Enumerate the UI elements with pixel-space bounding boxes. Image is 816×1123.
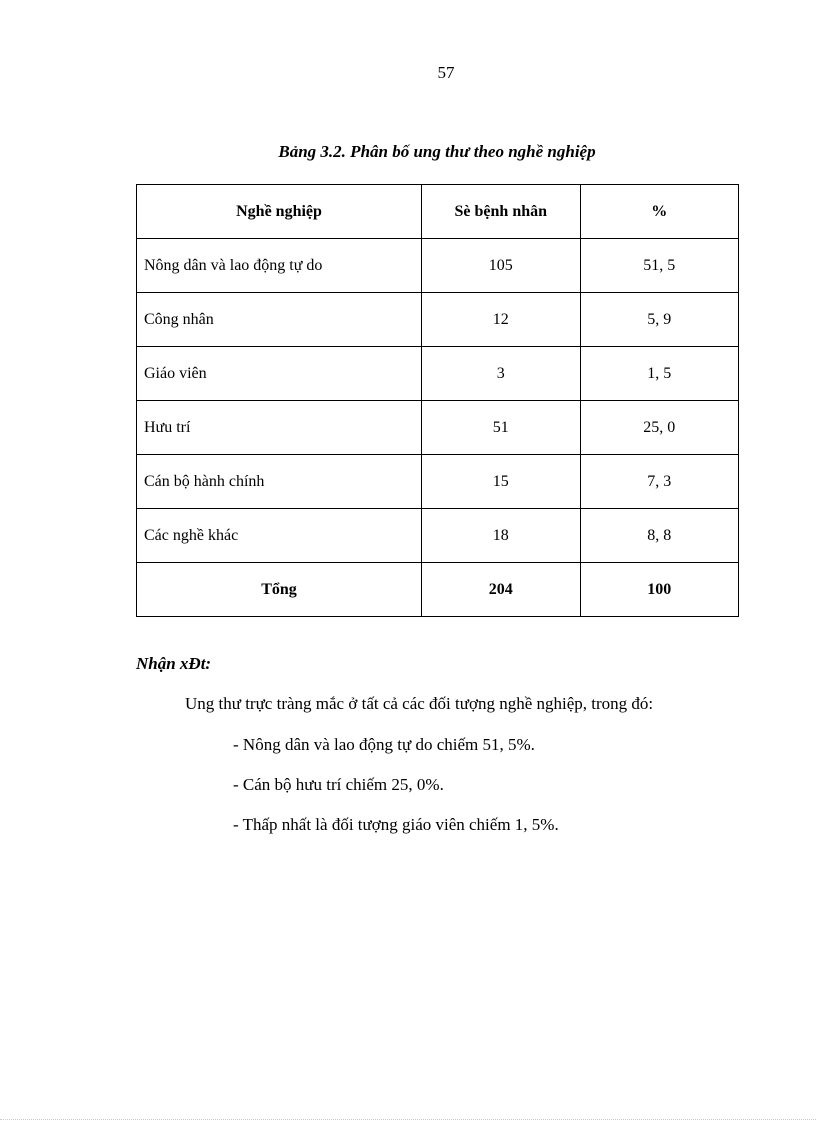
remarks-heading: Nhận xÐt: (136, 654, 212, 673)
remarks-item: - Nông dân và lao động tự do chiếm 51, 5%. (233, 735, 535, 754)
table-caption: Bảng 3.2. Phân bố ung thư theo nghề nghiệp (278, 142, 596, 161)
cell-percent: 7, 3 (580, 455, 738, 509)
cell-patient-count: 15 (422, 455, 581, 509)
cell-occupation: Các nghề khác (137, 509, 422, 563)
page-bottom-rule (0, 1119, 816, 1120)
cell-patient-count: 51 (422, 401, 581, 455)
cell-percent: 51, 5 (580, 239, 738, 293)
table-row (137, 239, 739, 293)
table-row (137, 509, 739, 563)
page-number: 57 (437, 63, 455, 82)
header-occupation: Nghề nghiệp (137, 185, 422, 239)
cell-patient-count: 105 (422, 239, 581, 293)
cell-percent: 8, 8 (580, 509, 738, 563)
header-percent: % (580, 185, 738, 239)
header-patient-count: Sè bệnh nhân (422, 185, 581, 239)
table-row (137, 347, 739, 401)
remarks-list (233, 735, 559, 855)
cell-occupation: Công nhân (137, 293, 422, 347)
table-header-row (137, 185, 739, 239)
remarks-item: - Cán bộ hưu trí chiếm 25, 0%. (233, 775, 444, 794)
table-total-row (137, 563, 739, 617)
remarks-intro: Ung thư trực tràng mắc ở tất cả các đối tượng nghề nghiệp, trong đó: (185, 694, 654, 713)
cell-patient-count: 3 (422, 347, 581, 401)
table-row (137, 401, 739, 455)
cell-patient-count: 12 (422, 293, 581, 347)
cell-percent: 25, 0 (580, 401, 738, 455)
cell-total-percent: 100 (580, 563, 738, 617)
cell-occupation: Hưu trí (137, 401, 422, 455)
cell-percent: 1, 5 (580, 347, 738, 401)
table-row (137, 293, 739, 347)
table-row (137, 455, 739, 509)
cell-occupation: Nông dân và lao động tự do (137, 239, 422, 293)
remarks-item: - Thấp nhất là đối tượng giáo viên chiếm 1, 5%. (233, 815, 559, 834)
cell-total-patient-count: 204 (422, 563, 581, 617)
cell-patient-count: 18 (422, 509, 581, 563)
cell-occupation: Giáo viên (137, 347, 422, 401)
cell-occupation: Cán bộ hành chính (137, 455, 422, 509)
cell-total-label: Tổng (137, 563, 422, 617)
cell-percent: 5, 9 (580, 293, 738, 347)
occupation-distribution-table (136, 184, 739, 617)
